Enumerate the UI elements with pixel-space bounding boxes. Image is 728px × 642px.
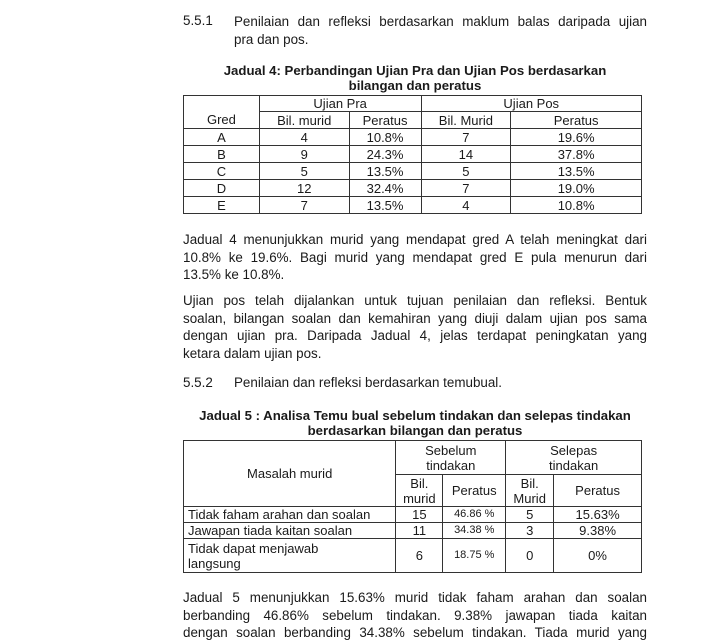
cell-gred: B <box>184 146 260 163</box>
paragraph-line: ketara dalam ujian pos. <box>183 345 322 361</box>
paragraph-line: soalan, bilangan soalan dan kemahiran yang diuji dalam ujian pos sama <box>183 310 647 326</box>
paragraph-line: dengan ujian pra. Daripada Jadual 4, jelas terdapat peningkatan yang <box>183 328 647 344</box>
paragraph-line: 10.8% ke 19.6%. Bagi murid yang mendapat gred E pula menurun dari <box>183 249 647 265</box>
cell-bil-sebelum: 15 <box>396 507 443 523</box>
paragraph-line: Jadual 5 menunjukkan 15.63% murid tidak faham arahan dan soalan <box>183 590 647 605</box>
cell-masalah: Jawapan tiada kaitan soalan <box>184 523 396 539</box>
cell-bil-pos: 7 <box>421 129 511 146</box>
cell-bil-pos: 14 <box>421 146 511 163</box>
table-row <box>184 523 642 539</box>
header-selepas-line: tindakan <box>549 457 599 473</box>
cell-peratus-pos: 37.8% <box>511 146 642 163</box>
cell-bil-selepas: 3 <box>506 523 554 539</box>
cell-peratus-sebelum: 18.75 % <box>443 539 506 573</box>
cell-masalah: Tidak faham arahan dan soalan <box>184 507 396 523</box>
header-selepas-line: Selepas <box>550 442 598 458</box>
table-row <box>184 163 642 180</box>
table-row <box>184 197 642 214</box>
paragraph-line: dengan soalan berbanding 34.38% sebelum tindakan. Tiada murid yang <box>183 625 647 641</box>
cell-gred: E <box>184 197 260 214</box>
cell-gred: D <box>184 180 260 197</box>
section-number: 5.5.2 <box>183 375 213 390</box>
cell-peratus-selepas: 9.38% <box>554 523 642 539</box>
header-peratus-pos: Peratus <box>511 112 642 129</box>
table-row <box>184 507 642 523</box>
cell-peratus-pos: 19.0% <box>511 180 642 197</box>
cell-peratus-sebelum: 46.86 % <box>443 507 506 523</box>
cell-peratus-selepas: 15.63% <box>554 507 642 523</box>
header-sebelum-line: tindakan <box>426 457 476 473</box>
cell-bil-pos: 4 <box>421 197 511 214</box>
cell-bil-sebelum: 11 <box>396 523 443 539</box>
header-bil-murid-selepas <box>506 475 554 507</box>
cell-bil-selepas: 5 <box>506 507 554 523</box>
table-row <box>184 146 642 163</box>
header-sebelum-line: Sebelum <box>425 442 477 458</box>
cell-peratus-pra: 32.4% <box>349 180 421 197</box>
cell-bil-pos: 7 <box>421 180 511 197</box>
header-masalah-murid: Masalah murid <box>184 441 396 507</box>
header-selepas-tindakan <box>506 441 642 475</box>
cell-peratus-pra: 24.3% <box>349 146 421 163</box>
header-peratus-pra: Peratus <box>349 112 421 129</box>
cell-peratus-pos: 10.8% <box>511 197 642 214</box>
cell-gred: C <box>184 163 260 180</box>
table-title-line: berdasarkan bilangan dan peratus <box>307 423 523 438</box>
header-gred: Gred <box>184 112 260 129</box>
header-bil-murid-pos: Bil. Murid <box>421 112 511 129</box>
header-ujian-pos: Ujian Pos <box>421 96 642 112</box>
header-bil-murid-pra: Bil. murid <box>259 112 349 129</box>
table-4 <box>183 95 642 214</box>
cell-peratus-sebelum: 34.38 % <box>443 523 506 539</box>
section-heading: Penilaian dan refleksi berdasarkan temubual. <box>234 375 502 390</box>
header-bil-line: Bil. <box>520 475 539 491</box>
cell-masalah-line: langsung <box>188 555 241 571</box>
paragraph-2 <box>183 292 647 362</box>
paragraph-3 <box>183 589 647 642</box>
table-5-title <box>183 408 647 438</box>
paragraph-line: Ujian pos telah dijalankan untuk tujuan penilaian dan refleksi. Bentuk <box>183 293 647 308</box>
header-ujian-pra: Ujian Pra <box>259 96 421 112</box>
table-title-line: bilangan dan peratus <box>348 78 482 93</box>
table-title-line: Jadual 4: Perbandingan Ujian Pra dan Ujian Pos berdasarkan <box>223 63 607 78</box>
cell-gred: A <box>184 129 260 146</box>
cell-bil-pra: 9 <box>259 146 349 163</box>
table-5 <box>183 440 642 573</box>
section-heading-line: pra dan pos. <box>234 31 309 47</box>
header-bil-line: Murid <box>513 490 546 506</box>
cell-bil-pos: 5 <box>421 163 511 180</box>
cell-masalah <box>184 539 396 573</box>
table-title-line: Jadual 5 : Analisa Temu bual sebelum tindakan dan selepas tindakan <box>199 408 631 423</box>
cell-bil-pra: 7 <box>259 197 349 214</box>
table-header-empty <box>184 96 260 112</box>
cell-peratus-pra: 13.5% <box>349 197 421 214</box>
cell-bil-sebelum: 6 <box>396 539 443 573</box>
header-bil-line: Bil. <box>410 475 429 491</box>
paragraph-1 <box>183 231 647 284</box>
table-4-title <box>183 63 647 93</box>
cell-masalah-line: Tidak dapat menjawab <box>188 540 319 556</box>
header-bil-line: murid <box>403 490 436 506</box>
paragraph-line: Jadual 4 menunjukkan murid yang mendapat gred A telah meningkat dari <box>183 232 647 247</box>
cell-bil-pra: 5 <box>259 163 349 180</box>
cell-peratus-pos: 19.6% <box>511 129 642 146</box>
table-row <box>184 539 642 573</box>
cell-peratus-pra: 13.5% <box>349 163 421 180</box>
cell-bil-pra: 12 <box>259 180 349 197</box>
section-number: 5.5.1 <box>183 13 213 28</box>
cell-peratus-pos: 13.5% <box>511 163 642 180</box>
header-peratus-selepas: Peratus <box>554 475 642 507</box>
table-row <box>184 180 642 197</box>
cell-peratus-selepas: 0% <box>554 539 642 573</box>
header-peratus-sebelum: Peratus <box>443 475 506 507</box>
cell-peratus-pra: 10.8% <box>349 129 421 146</box>
header-sebelum-tindakan <box>396 441 506 475</box>
section-5-5-2 <box>183 375 647 393</box>
section-heading-line: Penilaian dan refleksi berdasarkan maklum balas daripada ujian <box>234 14 647 29</box>
cell-bil-pra: 4 <box>259 129 349 146</box>
cell-bil-selepas: 0 <box>506 539 554 573</box>
paragraph-line: 13.5% ke 10.8%. <box>183 267 285 283</box>
header-bil-murid-sebelum <box>396 475 443 507</box>
table-row <box>184 129 642 146</box>
paragraph-line: berbanding 46.86% sebelum tindakan. 9.38% jawapan tiada kaitan <box>183 607 647 623</box>
